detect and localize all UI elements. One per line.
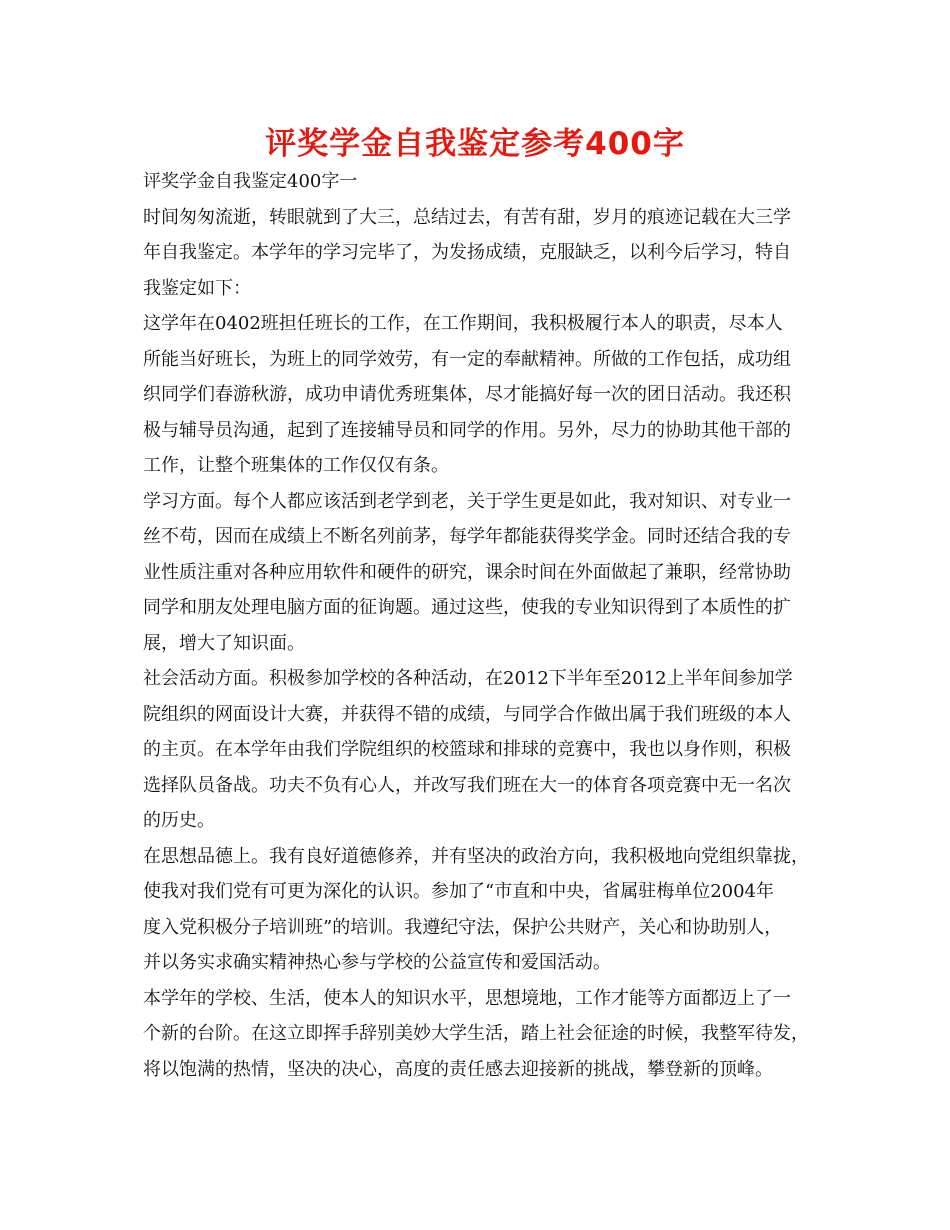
text-line: 选择队员备战。功夫不负有心人，并改写我们班在大一的体育各项竞赛中无一名次 — [143, 774, 791, 796]
text-line: 院组织的网面设计大赛，并获得不错的成绩，与同学合作做出属于我们班级的本人 — [143, 703, 791, 725]
text-line: 度入党积极分子培训班”的培训。我遵纪守法，保护公共财产，关心和协助别人， — [143, 916, 783, 938]
text-line: 学习方面。每个人都应该活到老学到老，关于学生更是如此，我对知识、对专业一 — [143, 490, 791, 512]
text-line: 将以饱满的热情，坚决的决心，高度的责任感去迎接新的挑战，攀登新的顶峰。 — [143, 1058, 773, 1080]
text-line: 个新的台阶。在这立即挥手辞别美妙大学生活，踏上社会征途的时候，我整军待发， — [143, 1023, 809, 1044]
document-body — [143, 164, 821, 1087]
text-line: 同学和朋友处理电脑方面的征询题。通过这些，使我的专业知识得到了本质性的扩 — [143, 597, 791, 618]
text-line: 展，增大了知识面。 — [143, 632, 305, 654]
text-line: 年自我鉴定。本学年的学习完毕了，为发扬成绩，克服缺乏，以利今后学习，特自 — [143, 242, 791, 263]
text-line: 织同学们春游秋游，成功申请优秀班集体，尽才能搞好每一次的团日活动。我还积 — [143, 384, 791, 405]
text-line: 在思想品德上。我有良好道德修养，并有坚决的政治方向，我积极地向党组织靠拢， — [143, 845, 809, 867]
text-line: 这学年在0402班担任班长的工作，在工作期间，我积极履行本人的职责，尽本人 — [143, 313, 783, 334]
document-title: 评奖学金自我鉴定参考400字 — [265, 126, 685, 162]
text-line: 的主页。在本学年由我们学院组织的校篮球和排球的竞赛中，我也以身作则，积极 — [143, 739, 791, 760]
text-line: 的历史。 — [143, 810, 215, 831]
text-line: 业性质注重对各种应用软件和硬件的研究，课余时间在外面做起了兼职，经常协助 — [143, 561, 791, 583]
text-line: 本学年的学校、生活，使本人的知识水平，思想境地，工作才能等方面都迈上了一 — [143, 987, 791, 1009]
text-line: 时间匆匆流逝，转眼就到了大三，总结过去，有苦有甜，岁月的痕迹记载在大三学 — [143, 206, 791, 228]
text-line: 工作，让整个班集体的工作仅仅有条。 — [143, 455, 449, 476]
text-line: 所能当好班长，为班上的同学效劳，有一定的奉献精神。所做的工作包括，成功组 — [143, 348, 791, 370]
text-line: 评奖学金自我鉴定400字一 — [143, 171, 358, 192]
text-line: 并以务实求确实精神热心参与学校的公益宣传和爱国活动。 — [143, 952, 611, 973]
text-line: 社会活动方面。积极参加学校的各种活动，在2012下半年至2012上半年间参加学 — [143, 668, 793, 689]
text-line: 我鉴定如下： — [143, 277, 251, 299]
text-line: 丝不苟，因而在成绩上不断名列前茅，每学年都能获得奖学金。同时还结合我的专 — [143, 526, 791, 547]
text-line: 使我对我们党有可更为深化的认识。参加了“市直和中央，省属驻梅单位2004年 — [143, 881, 775, 902]
text-line: 极与辅导员沟通，起到了连接辅导员和同学的作用。另外，尽力的协助其他干部的 — [143, 419, 791, 441]
